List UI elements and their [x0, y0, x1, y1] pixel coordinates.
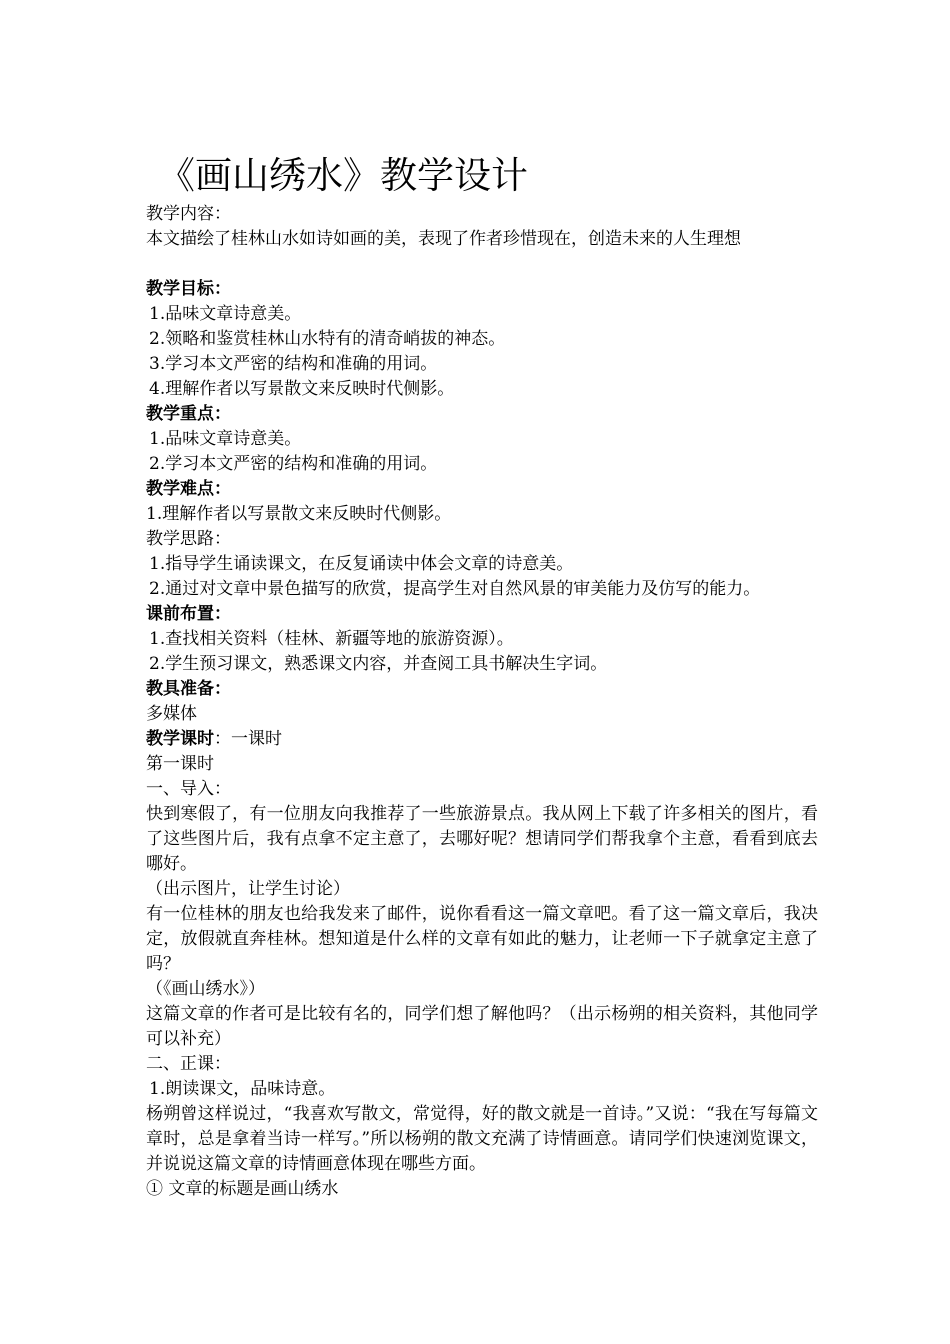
hours-label: 教学课时: [146, 729, 214, 749]
main-point: ① 文章的标题是画山绣水: [146, 1179, 339, 1199]
hours-value: ：一课时: [214, 729, 282, 749]
key-point-item: 2.学习本文严密的结构和准确的用词。: [149, 454, 438, 474]
goal-item: 2.领略和鉴赏桂林山水特有的清奇峭拔的神态。: [149, 329, 506, 349]
intro-paragraph: 这篇文章的作者可是比较有名的，同学们想了解他吗？（出示杨朔的相关资料，其他同学可以补充）: [146, 1004, 818, 1049]
tools-text: 多媒体: [146, 704, 197, 724]
intro-paragraph: 有一位桂林的朋友也给我发来了邮件，说你看看这一篇文章吧。看了这一篇文章后，我决定，放假就直奔桂林。想知道是什么样的文章有如此的魅力，让老师一下子就拿定主意了吗？: [146, 904, 818, 974]
key-points-heading: 教学重点：: [146, 404, 231, 424]
blank-line: [146, 252, 818, 277]
hours-line: [146, 727, 818, 752]
approach-item: 1.指导学生诵读课文，在反复诵读中体会文章的诗意美。: [149, 554, 574, 574]
intro-paragraph: 快到寒假了，有一位朋友向我推荐了一些旅游景点。我从网上下载了许多相关的图片，看了这些图片后，我有点拿不定主意了，去哪好呢？想请同学们帮我拿个主意，看看到底去哪好。: [146, 804, 818, 874]
lesson-heading: 第一课时: [146, 754, 214, 774]
goal-item: 1.品味文章诗意美。: [149, 304, 302, 324]
content-text: 本文描绘了桂林山水如诗如画的美，表现了作者珍惜现在，创造未来的人生理想: [146, 229, 741, 249]
main-item: 1.朗读课文，品味诗意。: [149, 1079, 336, 1099]
difficulty-item: 1.理解作者以写景散文来反映时代侧影。: [146, 504, 452, 524]
main-heading: 二、正课：: [146, 1054, 231, 1074]
intro-note: （《画山绣水》）: [146, 979, 265, 999]
main-paragraph: 杨朔曾这样说过，“我喜欢写散文，常觉得，好的散文就是一首诗。”又说：“我在写每篇文章时，总是拿着当诗一样写。”所以杨朔的散文充满了诗情画意。请同学们快速浏览课文，并说说这篇文章的诗情画意体现在哪些方面。: [146, 1104, 818, 1174]
approach-item: 2.通过对文章中景色描写的欣赏，提高学生对自然风景的审美能力及仿写的能力。: [149, 579, 761, 599]
tools-heading: 教具准备：: [146, 679, 231, 699]
goals-heading: 教学目标：: [146, 279, 231, 299]
document-body: [146, 150, 818, 1202]
goal-item: 3.学习本文严密的结构和准确的用词。: [149, 354, 438, 374]
approach-heading: 教学思路：: [146, 529, 231, 549]
intro-heading: 一、导入：: [146, 779, 231, 799]
prep-heading: 课前布置：: [146, 604, 231, 624]
key-point-item: 1.品味文章诗意美。: [149, 429, 302, 449]
prep-item: 2.学生预习课文，熟悉课文内容，并查阅工具书解决生字词。: [149, 654, 608, 674]
goal-item: 4.理解作者以写景散文来反映时代侧影。: [149, 379, 455, 399]
intro-note: （出示图片，让学生讨论）: [146, 879, 350, 899]
prep-item: 1.查找相关资料（桂林、新疆等地的旅游资源）。: [149, 629, 514, 649]
difficulties-heading: 教学难点：: [146, 479, 231, 499]
content-label: 教学内容：: [146, 204, 231, 224]
document-title: 《画山绣水》教学设计: [158, 154, 528, 197]
